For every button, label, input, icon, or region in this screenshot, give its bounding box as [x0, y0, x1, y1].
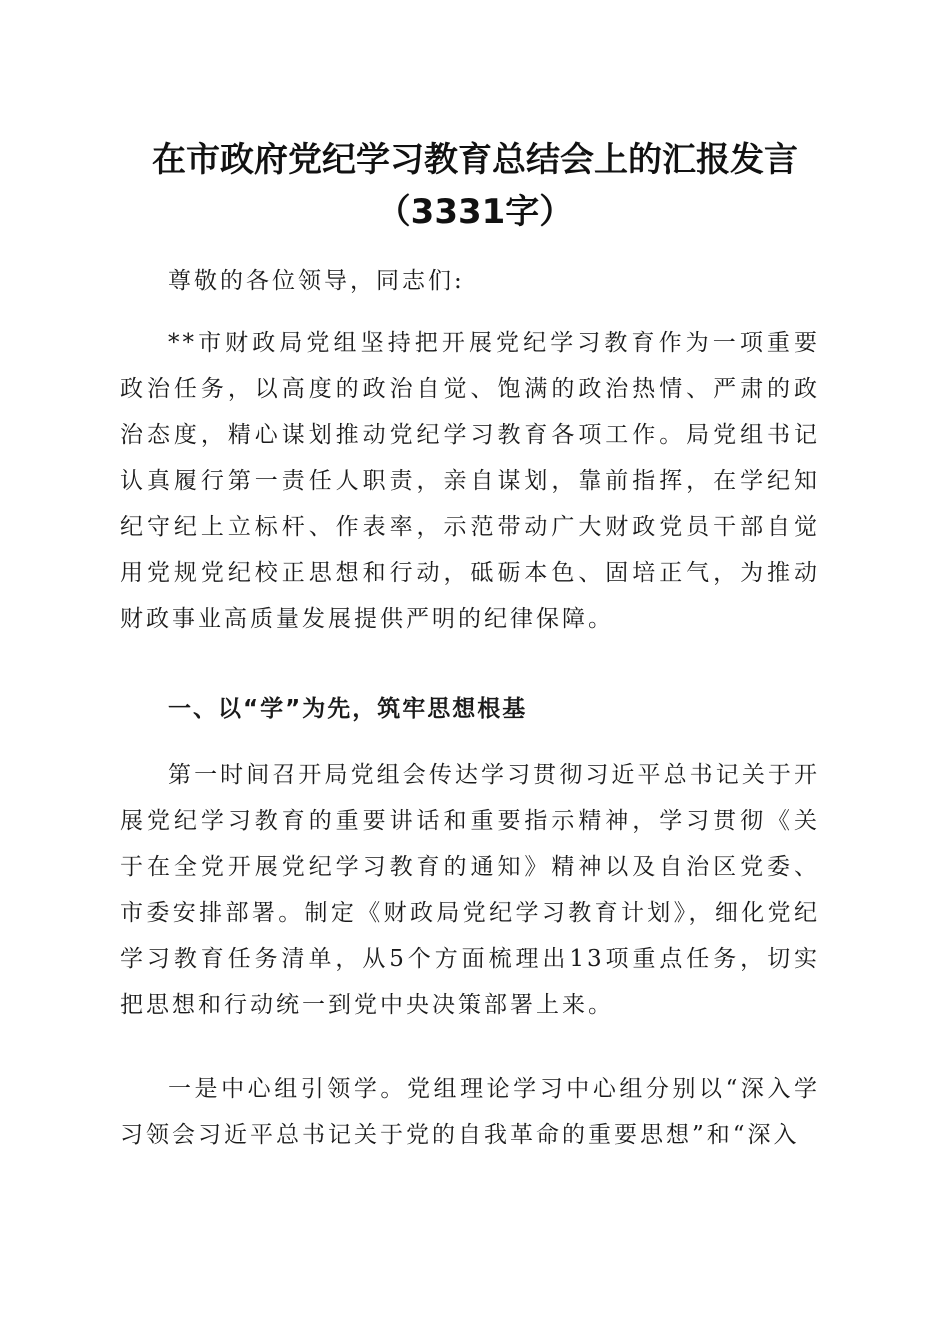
- document-title: 在市政府党纪学习教育总结会上的汇报发言: [152, 140, 798, 180]
- paragraph-section1-point1: 一是中心组引领学。党组理论学习中心组分别以“深入学习领会习近平总书记关于党的自我革命的重要思想”和“深入: [120, 1076, 820, 1148]
- paragraph-section1-body: 第一时间召开局党组会传达学习贯彻习近平总书记关于开展党纪学习教育的重要讲话和重要指示精神，学习贯彻《关于在全党开展党纪学习教育的通知》精神以及自治区党委、市委安排部署。制定《财政局党纪学习教育计划》，细化党纪学习教育任务清单，从5个方面梳理出13项重点任务，切实把思想和行动统一到党中央决策部署上来。: [120, 762, 820, 1018]
- salutation: 尊敬的各位领导，同志们:: [168, 268, 465, 294]
- paragraph-intro: **市财政局党组坚持把开展党纪学习教育作为一项重要政治任务，以高度的政治自觉、饱满的政治热情、严肃的政治态度，精心谋划推动党纪学习教育各项工作。局党组书记认真履行第一责任人职责，亲自谋划，靠前指挥，在学纪知纪守纪上立标杆、作表率，示范带动广大财政党员干部自觉用党规党纪校正思想和行动，砥砺本色、固培正气，为推动财政事业高质量发展提供严明的纪律保障。: [120, 330, 820, 632]
- section-heading-1: 一、以“学”为先，筑牢思想根基: [168, 696, 528, 722]
- document-word-count: （3331字）: [376, 192, 574, 232]
